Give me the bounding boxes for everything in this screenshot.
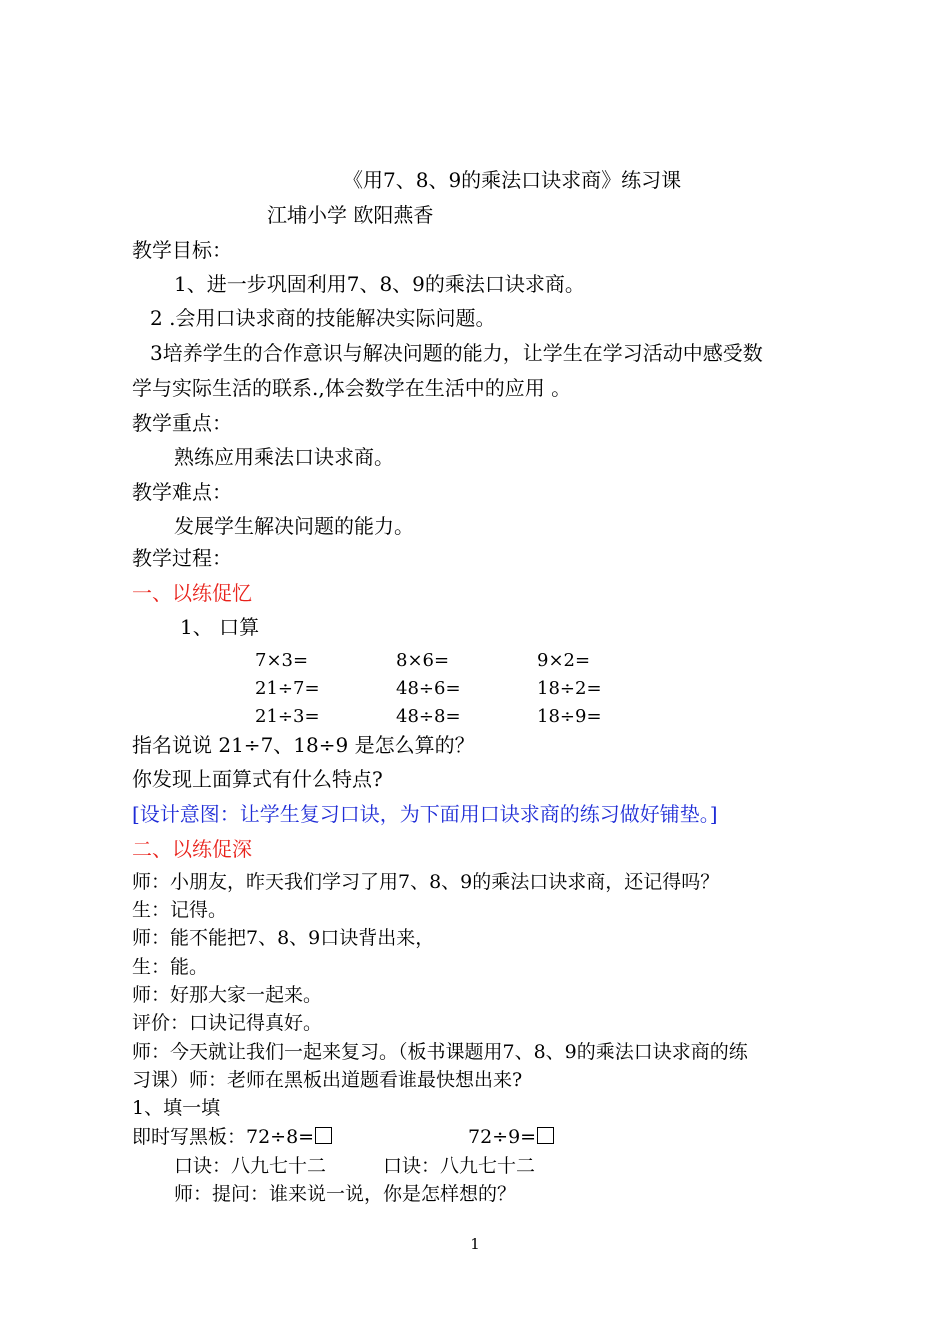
design-intent: [设计意图：让学生复习口诀，为下面用口诀求商的练习做好铺垫。]: [132, 802, 718, 826]
dialog-line: 师：今天就让我们一起来复习。（板书课题用7、8、9的乘法口诀求商的练: [132, 1041, 748, 1063]
calc-cell: 18÷9=: [537, 706, 602, 727]
board-label: 即时写黑板：72÷8=: [132, 1126, 315, 1148]
difficulty-text: 发展学生解决问题的能力。: [174, 514, 414, 538]
dialog-line: 师：小朋友，昨天我们学习了用7、8、9的乘法口诀求商，还记得吗？: [132, 871, 720, 893]
process-heading: 教学过程：: [132, 546, 232, 570]
board-eq2-label: 72÷9=: [468, 1126, 537, 1148]
rhyme-1: 口诀：八九七十二: [174, 1155, 327, 1177]
objective-2: 2 .会用口诀求商的技能解决实际问题。: [150, 306, 496, 330]
difficulty-heading: 教学难点：: [132, 480, 232, 504]
question-feature: 你发现上面算式有什么特点?: [132, 767, 383, 791]
dialog-line: 评价：口诀记得真好。: [132, 1012, 323, 1034]
key-text: 熟练应用乘法口诀求商。: [174, 445, 394, 469]
author-line: 江埔小学 欧阳燕香: [267, 203, 434, 227]
objectives-heading: 教学目标：: [132, 238, 232, 262]
board-equation-1: [132, 1126, 332, 1148]
objective-1: 1、进一步巩固利用7、8、9的乘法口诀求商。: [174, 272, 585, 296]
calc-cell: 7×3=: [255, 650, 309, 671]
answer-box: [537, 1127, 554, 1144]
dialog-line: 习课）师：老师在黑板出道题看谁最快想出来?: [132, 1069, 523, 1091]
teacher-question: 师：提问：谁来说一说，你是怎样想的？: [174, 1183, 517, 1205]
doc-title: 《用7、8、9的乘法口诀求商》练习课: [343, 168, 682, 192]
calc-cell: 21÷3=: [255, 706, 320, 727]
calc-cell: 48÷8=: [396, 706, 461, 727]
rhyme-2: 口诀：八九七十二: [383, 1155, 536, 1177]
objective-3-line-1: 3培养学生的合作意识与解决问题的能力，让学生在学习活动中感受数: [150, 341, 763, 365]
page-number: 1: [470, 1235, 480, 1253]
calc-cell: 21÷7=: [255, 678, 320, 699]
question-explain: 指名说说 21÷7、18÷9 是怎么算的？: [132, 733, 475, 757]
dialog-line: 师：好那大家一起来。: [132, 984, 323, 1006]
section-1-heading: 一、以练促忆: [132, 581, 252, 605]
fill-heading: 1、填一填: [132, 1097, 221, 1119]
dialog-line: 生：能。: [132, 956, 209, 978]
board-equation-2: [468, 1126, 554, 1148]
key-heading: 教学重点：: [132, 411, 232, 435]
oral-calc-heading: 1、 口算: [180, 615, 260, 639]
calc-cell: 8×6=: [396, 650, 450, 671]
calc-cell: 18÷2=: [537, 678, 602, 699]
section-2-heading: 二、以练促深: [132, 837, 252, 861]
objective-3-line-2: 学与实际生活的联系.,体会数学在生活中的应用 。: [132, 376, 572, 400]
dialog-line: 师：能不能把7、8、9口诀背出来，: [132, 927, 435, 949]
dialog-line: 生：记得。: [132, 899, 228, 921]
calc-cell: 48÷6=: [396, 678, 461, 699]
answer-box: [315, 1127, 332, 1144]
calc-cell: 9×2=: [537, 650, 591, 671]
